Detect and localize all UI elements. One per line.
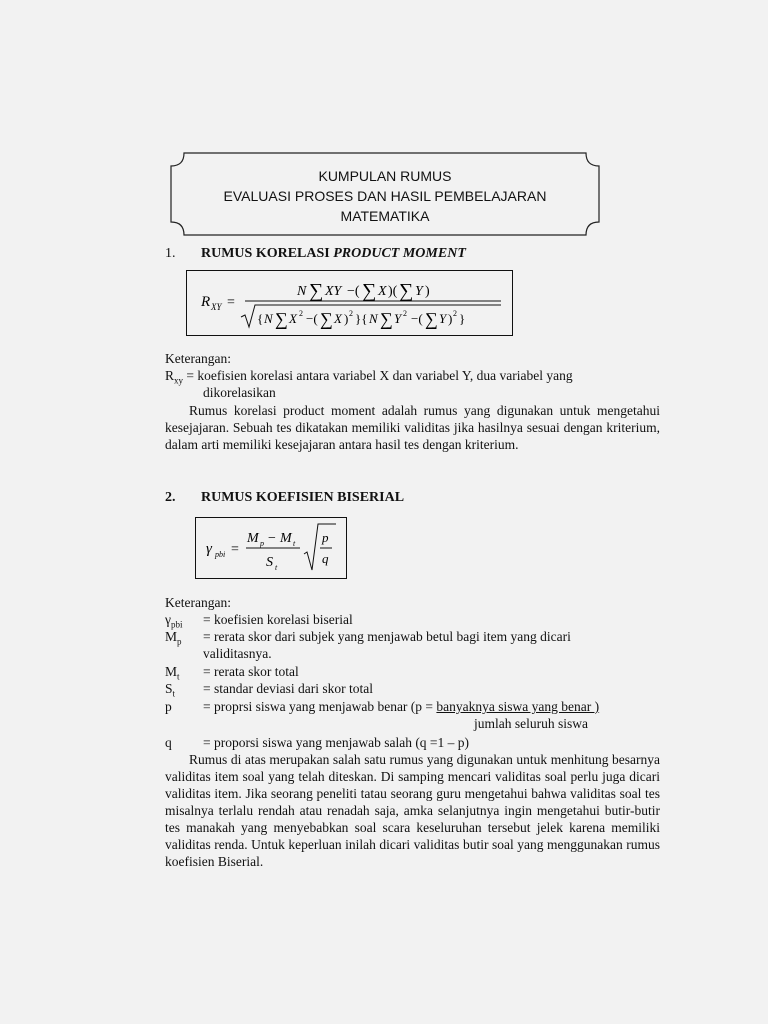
svg-text:2: 2: [349, 309, 353, 318]
svg-text:N: N: [369, 311, 378, 326]
svg-text:−(: −(: [347, 284, 360, 299]
title-text: [170, 166, 600, 226]
svg-text:Y: Y: [394, 311, 402, 326]
st-subscript: t: [172, 688, 176, 699]
svg-text:N: N: [264, 311, 273, 326]
def-mp-text: = rerata skor dari subjek yang menjawab betul bagi item yang dicari: [203, 629, 571, 644]
svg-text:=: =: [227, 295, 235, 310]
svg-text:=: =: [231, 542, 239, 557]
title-box: [170, 152, 600, 236]
svg-text:−(: −(: [411, 311, 423, 326]
svg-text:γ: γ: [206, 541, 212, 557]
svg-text:q: q: [322, 551, 329, 566]
section-1-paragraph: Rumus korelasi product moment adalah rumus yang digunakan untuk mengetahui kesejajaran. Sebuah tes dikatakan memiliki validitas jika hasilnya sesuai dengan kriterium, dalam arti memiliki kesejajaran antara hasil tes dengan kriterium.: [165, 403, 660, 452]
svg-text:∑: ∑: [425, 309, 438, 329]
formula-biserial: [195, 517, 347, 579]
svg-text:M: M: [247, 531, 259, 546]
mp-subscript: p: [177, 636, 182, 647]
section-1-heading: [165, 246, 466, 262]
def-mp-cont: validitasnya.: [203, 646, 272, 661]
section-2-keterangan-label: Keterangan:: [165, 595, 231, 610]
def-q: [165, 734, 660, 751]
svg-text:Y: Y: [439, 311, 447, 326]
formula-product-moment: [186, 270, 513, 336]
svg-text:∑: ∑: [380, 309, 393, 329]
section-1-title: RUMUS KORELASI: [201, 246, 334, 261]
gamma-subscript: pbi: [170, 619, 183, 630]
svg-text:p: p: [322, 530, 329, 545]
svg-text:R: R: [201, 294, 211, 310]
section-1-keterangan-label: Keterangan:: [165, 351, 231, 366]
mp-letter: M: [165, 629, 178, 644]
svg-text:2: 2: [299, 309, 303, 318]
def-p-symbol: p: [165, 699, 172, 714]
svg-text:)(: )(: [388, 284, 398, 299]
svg-text:): ): [344, 311, 349, 326]
svg-text:Y: Y: [415, 284, 423, 299]
section-1-title-italic: PRODUCT MOMENT: [333, 246, 466, 261]
svg-text:∑: ∑: [399, 280, 414, 302]
def-q-symbol: q: [165, 735, 172, 750]
svg-text:∑: ∑: [275, 309, 288, 329]
def-p: [165, 698, 660, 715]
section-2-number: 2.: [165, 490, 176, 505]
def-p-numerator: banyaknya siswa yang benar ): [436, 699, 600, 714]
svg-text:pbi: pbi: [215, 550, 226, 559]
def-mt-text: = rerata skor total: [203, 664, 299, 679]
svg-text:t: t: [275, 563, 278, 572]
st-letter: S: [165, 681, 173, 696]
svg-text:XY: XY: [325, 284, 342, 299]
mt-subscript: t: [177, 671, 180, 682]
def-st-text: = standar deviasi dari skor total: [203, 681, 373, 696]
svg-text:{: {: [257, 311, 264, 326]
svg-text:X: X: [289, 311, 297, 326]
def-p-denominator: jumlah seluruh siswa: [474, 716, 588, 731]
title-line-1: KUMPULAN RUMUS: [318, 168, 452, 184]
title-line-3: MATEMATIKA: [340, 208, 430, 224]
section-1-rxy-def-cont: dikorelasikan: [203, 385, 276, 400]
svg-text:): ): [448, 311, 453, 326]
section-2-title: RUMUS KOEFISIEN BISERIAL: [201, 490, 405, 505]
rxy-def-text: = koefisien korelasi antara variabel X dan variabel Y, dua variabel yang: [183, 368, 573, 383]
svg-text:N: N: [297, 284, 307, 299]
def-p-text: [191, 698, 660, 715]
title-line-2: EVALUASI PROSES DAN HASIL PEMBELAJARAN: [223, 188, 547, 204]
svg-text:∑: ∑: [320, 309, 333, 329]
gamma-letter: γ: [165, 612, 171, 627]
rxy-symbol: R: [165, 368, 175, 383]
svg-text:t: t: [293, 539, 296, 548]
svg-text:2: 2: [453, 309, 457, 318]
def-gamma-text: = koefisien korelasi biserial: [203, 612, 353, 627]
svg-text:∑: ∑: [362, 280, 377, 302]
section-2-paragraph: Rumus di atas merupakan salah satu rumus yang digunakan untuk menhitung besarnya validitas item soal yang telah diteskan. Di samping mencari validitas soal perlu juga dicari validitas item. Jika seorang peneliti tatau seorang guru mengetahui bahwa validitas soal tes misalnya terlalu rendah atau renadah saja, amka selanjutnya ingin mengetahui butir-butir tes manakah yang menyebabkan soal scara keseluruhan tersebut jelek karena memiliki validitas renda. Untuk keperluan inilah dicari validitas butir soal yang menggunakan rumus koefisien Biserial.: [165, 752, 660, 869]
svg-text:p: p: [260, 539, 264, 548]
svg-text:}: }: [459, 311, 466, 326]
svg-text:2: 2: [403, 309, 407, 318]
svg-text:}{: }{: [355, 311, 368, 326]
svg-text:∑: ∑: [309, 280, 324, 302]
svg-text:XY: XY: [211, 302, 222, 312]
svg-text:M: M: [280, 531, 292, 546]
section-2-heading: [165, 490, 404, 506]
svg-text:X: X: [334, 311, 342, 326]
mt-letter: M: [165, 664, 178, 679]
svg-text:X: X: [378, 284, 387, 299]
svg-text:): ): [425, 284, 430, 299]
def-p-lead: = proprsi siswa yang menjawab benar (p =: [203, 699, 437, 714]
svg-text:−: −: [268, 531, 276, 546]
svg-text:S: S: [266, 555, 273, 570]
section-1-number: 1.: [165, 246, 176, 261]
svg-text:−(: −(: [306, 311, 318, 326]
def-q-text: = proporsi siswa yang menjawab salah (q =1 – p): [203, 735, 470, 750]
rxy-subscript: xy: [174, 375, 184, 386]
